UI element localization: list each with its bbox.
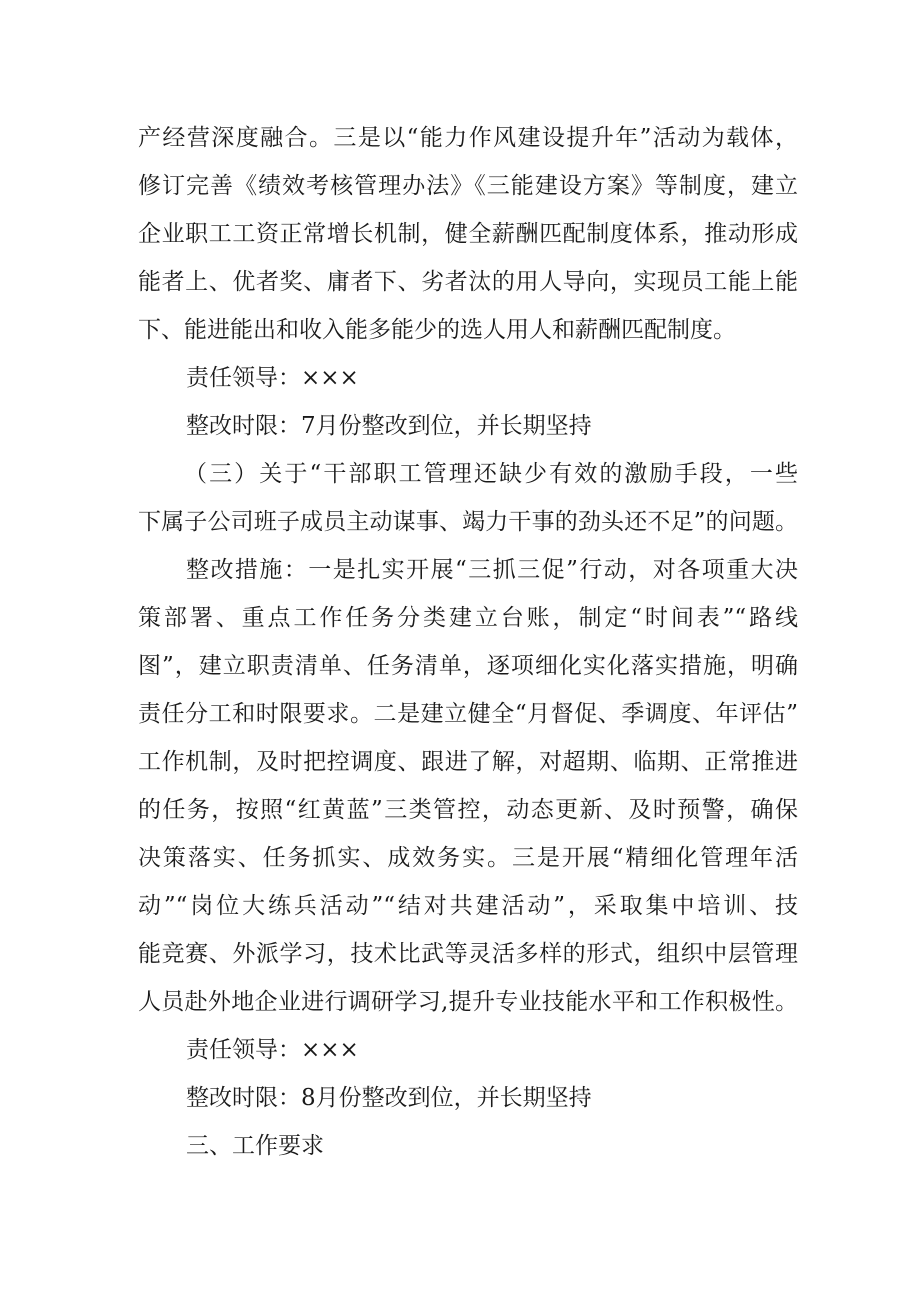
- deadline: 整改时限：7月份整改到位，并长期坚持: [186, 413, 592, 439]
- paragraph-line: 决策落实、任务抓实、成效务实。三是开展“精细化管理年活: [138, 845, 798, 871]
- paragraph-line: 动”“岗位大练兵活动”“结对共建活动”，采取集中培训、技: [138, 893, 798, 919]
- paragraph-line: 能竞赛、外派学习，技术比武等灵活多样的形式，组织中层管理: [138, 941, 798, 967]
- deadline: 整改时限：8月份整改到位，并长期坚持: [186, 1085, 592, 1111]
- paragraph-line: 图”，建立职责清单、任务清单，逐项细化实化落实措施，明确: [138, 653, 798, 679]
- paragraph-line: 能者上、优者奖、庸者下、劣者汰的用人导向，实现员工能上能: [138, 269, 798, 295]
- paragraph-line: 企业职工工资正常增长机制，健全薪酬匹配制度体系，推动形成: [138, 221, 798, 247]
- paragraph-line: 人员赴外地企业进行调研学习,提升专业技能水平和工作积极性。: [138, 989, 798, 1015]
- section-heading: 三、工作要求: [186, 1133, 324, 1159]
- responsible-leader: 责任领导：×××: [186, 365, 359, 391]
- paragraph-line: 整改措施：一是扎实开展“三抓三促”行动，对各项重大决: [186, 557, 798, 583]
- paragraph-line: 的任务，按照“红黄蓝”三类管控，动态更新、及时预警，确保: [138, 797, 798, 823]
- section-heading: （三）关于“干部职工管理还缺少有效的激励手段，一些: [184, 461, 798, 487]
- paragraph-line: 责任分工和时限要求。二是建立健全“月督促、季调度、年评估”: [138, 701, 798, 727]
- paragraph-line: 工作机制，及时把控调度、跟进了解，对超期、临期、正常推进: [138, 749, 798, 775]
- paragraph-line: 策部署、重点工作任务分类建立台账，制定“时间表”“路线: [138, 605, 798, 631]
- paragraph-line: 产经营深度融合。三是以“能力作风建设提升年”活动为载体，: [138, 125, 798, 151]
- responsible-leader: 责任领导：×××: [186, 1037, 359, 1063]
- paragraph-line: 下、能进能出和收入能多能少的选人用人和薪酬匹配制度。: [138, 317, 736, 343]
- paragraph-line: 下属子公司班子成员主动谋事、竭力干事的劲头还不足”的问题。: [138, 509, 798, 535]
- paragraph-line: 修订完善《绩效考核管理办法》《三能建设方案》等制度，建立: [138, 173, 798, 199]
